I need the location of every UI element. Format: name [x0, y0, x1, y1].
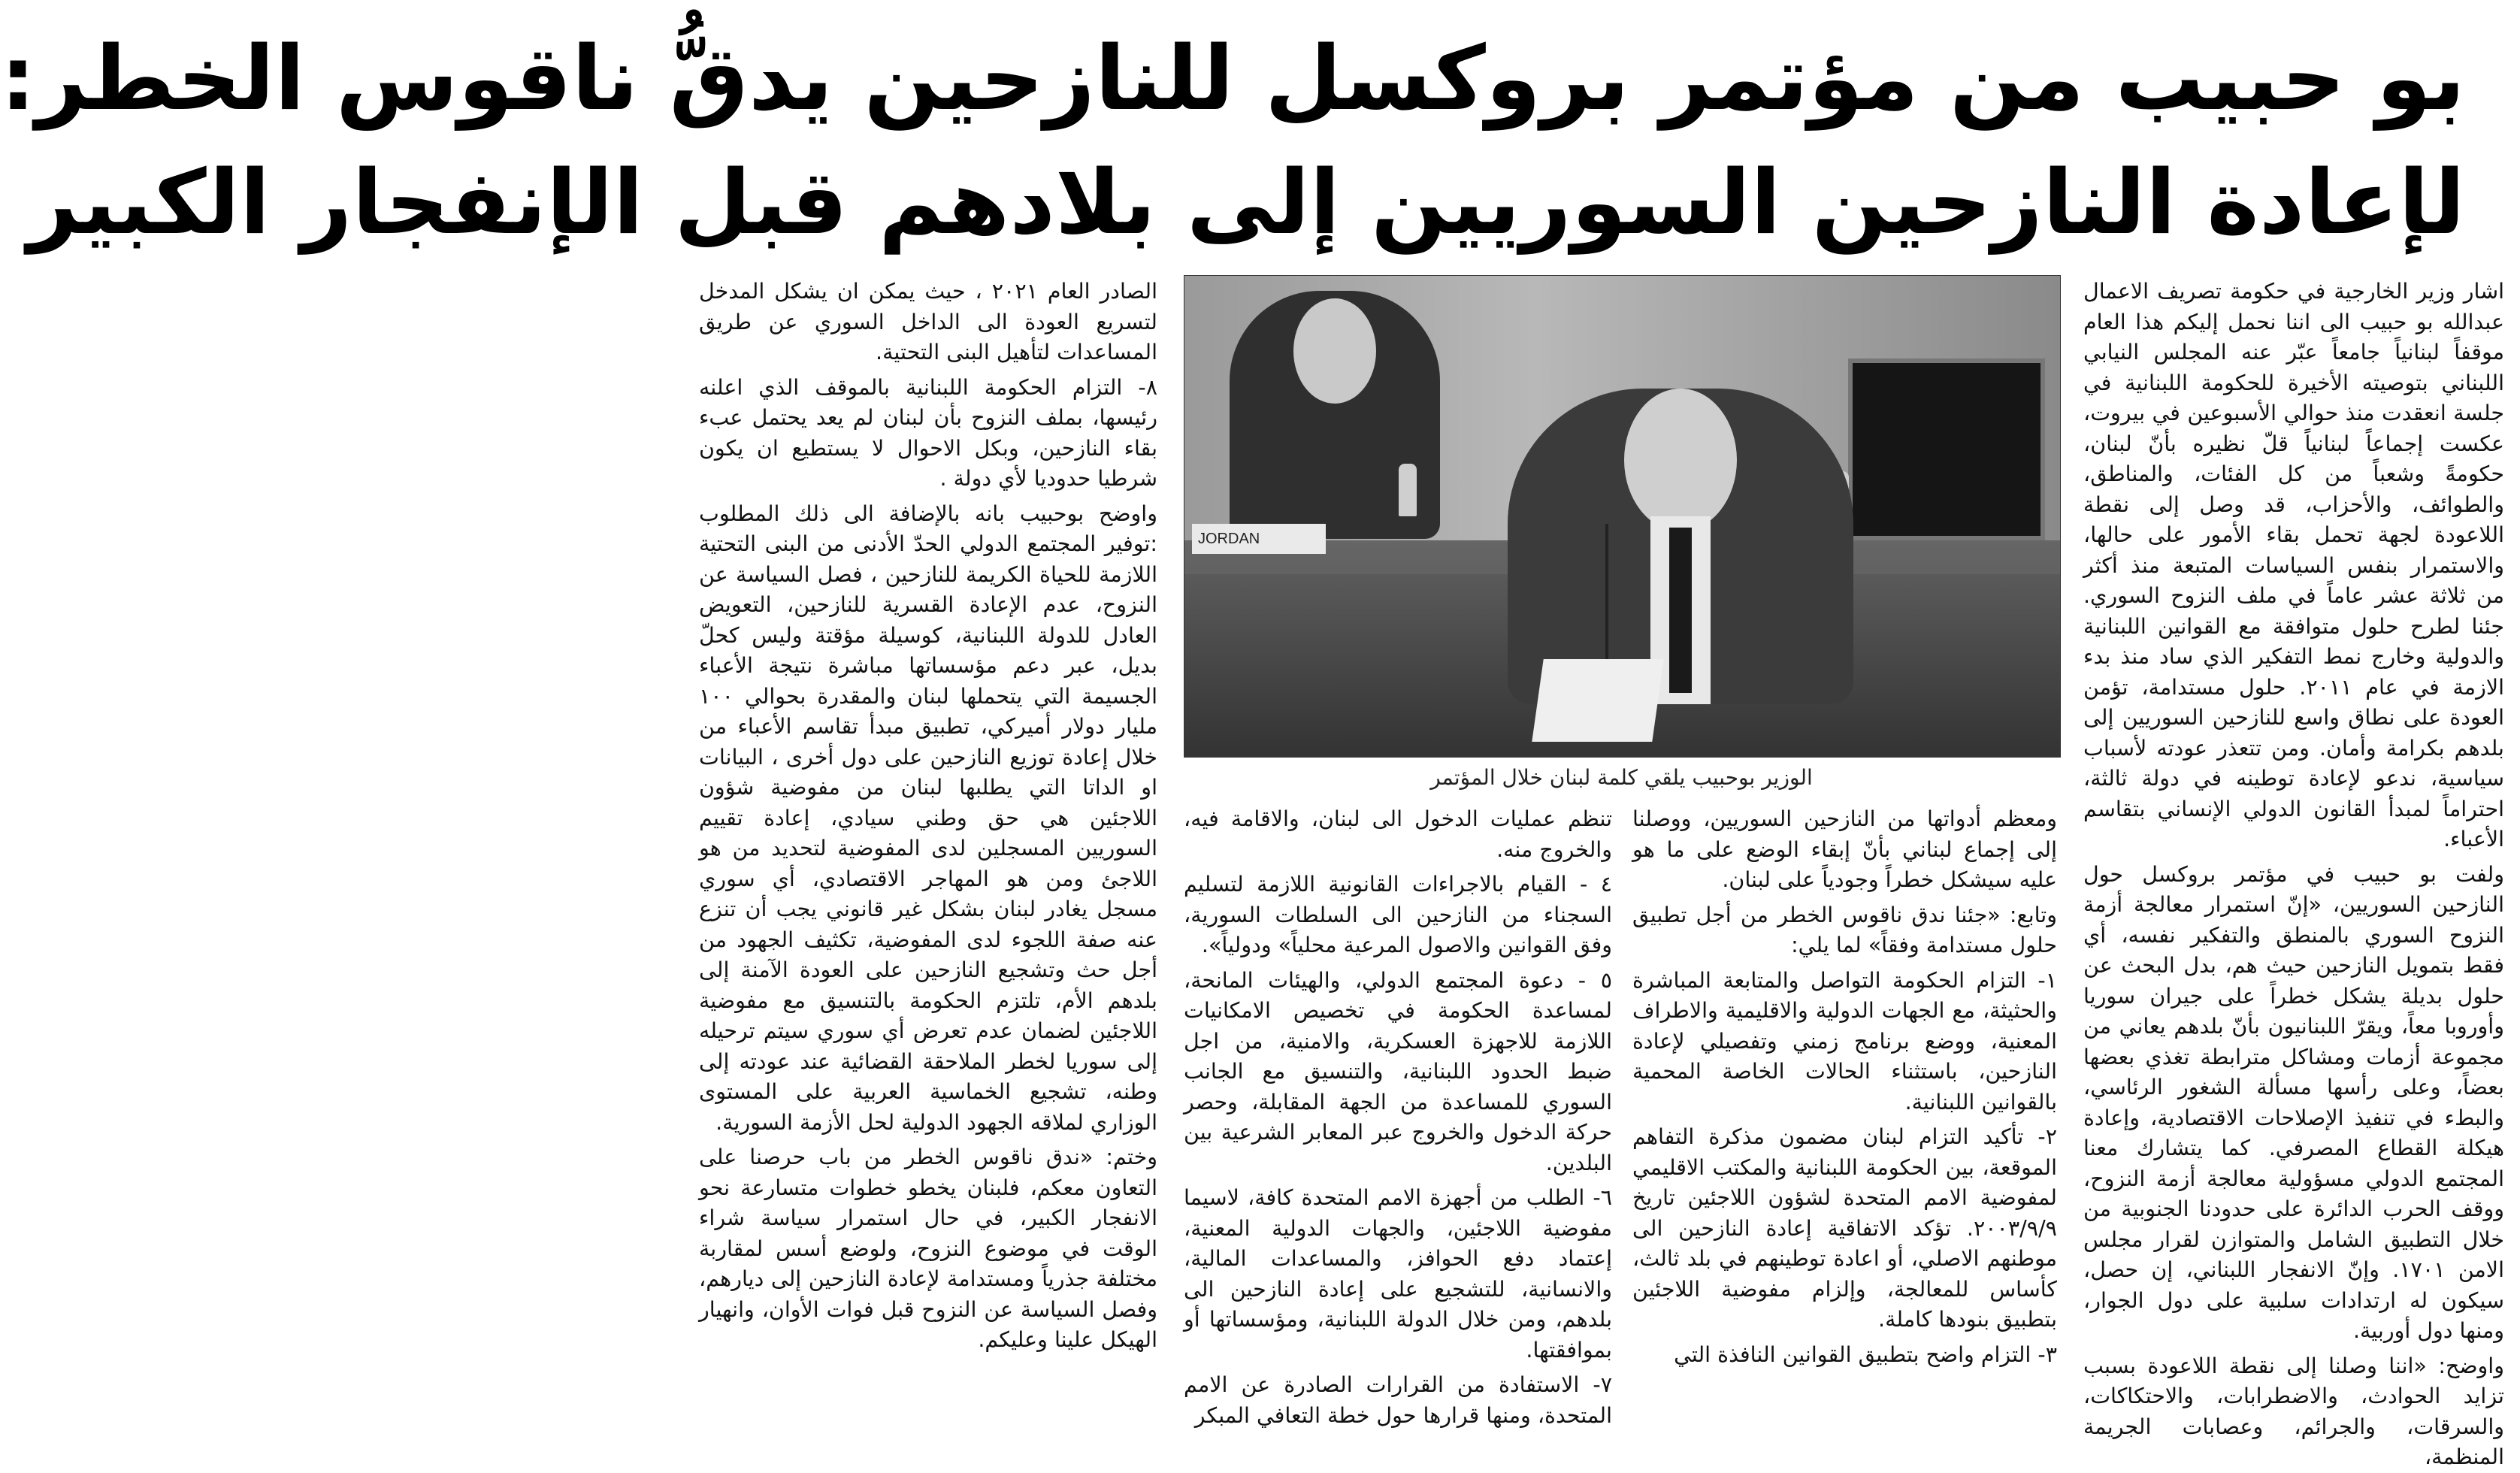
column-3-paragraph: ٦- الطلب من أجهزة الامم المتحدة كافة، لاسيما مفوضية اللاجئين، والجهات الدولية المعنية، إعتماد دفع الحوافز، والمساعدات المالية، والانسانية، للتشجيع على إعادة النازحين الى بلدهم، ومن خلال الدولة اللبنانية، ومؤسساتها أو بموافقتها. [1184, 1185, 1612, 1363]
photo-water-bottle [1399, 464, 1417, 516]
column-4-paragraph: ٨- التزام الحكومة اللبنانية بالموقف الذي اعلنه رئيسها، بملف النزوح بأن لبنان لم يعد يحتمل عبء بقاء النازحين، وبكل الاحوال لا يستطيع ان يكون شرطيا حدوديا لأي دولة . [699, 374, 1157, 491]
photo-nameplate: JORDAN [1192, 524, 1326, 554]
column-2-paragraph: ١- التزام الحكومة التواصل والمتابعة المباشرة والحثيثة، مع الجهات الدولية والاقليمية والاطراف المعنية، ووضع برنامج زمني وتفصيلي لإعادة النازحين، باستثناء الحالات الخاصة المحمية بالقوانين اللبنانية. [1632, 967, 2057, 1115]
column-4-paragraph: الصادر العام ٢٠٢١ ، حيث يمكن ان يشكل المدخل لتسريع العودة الى الداخل السوري عن طريق المساعدات لتأهيل البنى التحتية. [699, 279, 1157, 364]
article-column-4 [699, 277, 1157, 1411]
photo-paper [1532, 659, 1663, 742]
headline-line-2: لإعادة النازحين السوريين إلى بلادهم قبل الإنفجار الكبير [27, 150, 2465, 254]
column-3-paragraph: ٥ - دعوة المجتمع الدولي، والهيئات المانحة، لمساعدة الحكومة في تخصيص الامكانيات اللازمة للاجهزة العسكرية، والامنية، من اجل ضبط الحدود اللبنانية، والتنسيق مع الجانب السوري للمساعدة من الجهة المقابلة، وحصر حركة الدخول والخروج عبر المعابر الشرعية بين البلدين. [1184, 967, 1612, 1175]
photo-monitor [1848, 358, 2045, 540]
column-2-paragraph: ومعظم أدواتها من النازحين السوريين، ووصلنا إلى إجماع لبناني بأنّ إبقاء الوضع على ما هو عليه سيشكل خطراً وجودياً على لبنان. [1632, 806, 2057, 892]
column-1-paragraph: ولفت بو حبيب في مؤتمر بروكسل حول النازحين السوريين، «إنّ استمرار معالجة أزمة النزوح السوري بالمنطق والتفكير نفسه، أي فقط بتمويل النازحين حيث هم، بدل البحث عن حلول بديلة يشكل خطراً على جيران سوريا وأوروبا معاً، ويقرّ اللبنانيون بأنّ بلدهم يعاني من مجموعة أزمات ومشاكل مترابطة تغذي بعضها بعضاً، وعلى رأسها مسألة الشغور الرئاسي، والبطء في تنفيذ الإصلاحات الاقتصادية، وإعادة هيكلة القطاع المصرفي. كما يتشارك معنا المجتمع الدولي مسؤولية معالجة أزمة النزوح، ووقف الحرب الدائرة على حدودنا الجنوبية من خلال التطبيق الشامل والمتوازن لقرار مجلس الامن ١٧٠١. وإنّ الانفجار اللبناني، إن حصل، سيكون له ارتدادات سلبية على دول الجوار، ومنها دول أوربية. [2083, 861, 2504, 1343]
column-3-paragraph: ٧- الاستفادة من القرارات الصادرة عن الامم المتحدة، ومنها قرارها حول خطة التعافي المبكر [1184, 1372, 1612, 1428]
article-column-1 [2083, 277, 2505, 1469]
column-3-paragraph: تنظم عمليات الدخول الى لبنان، والاقامة فيه، والخروج منه. [1184, 806, 1612, 862]
photo-caption: الوزير بوحبيب يلقي كلمة لبنان خلال المؤتمر [1430, 765, 1813, 790]
article-column-2 [1632, 804, 2057, 1405]
article-column-3 [1184, 804, 1612, 1428]
column-2-paragraph: ٢- تأكيد التزام لبنان مضمون مذكرة التفاهم الموقعة، بين الحكومة اللبنانية والمكتب الاقليمي لمفوضية الامم المتحدة لشؤون اللاجئين تاريخ ٢٠٠٣/٩/٩. تؤكد الاتفاقية إعادة النازحين الى موطنهم الاصلي، أو اعادة توطينهم في بلد ثالث، كأساس للمعالجة، وإلزام مفوضية اللاجئين بتطبيق بنودها كاملة. [1632, 1124, 2057, 1332]
photo-speaker [1508, 389, 1853, 704]
headline-line-1: بو حبيب من مؤتمر بروكسل للنازحين يدقُّ ناقوس الخطر: [0, 26, 2465, 130]
conference-photo [1184, 275, 2061, 758]
column-2-paragraph: ٣- التزام واضح بتطبيق القوانين النافذة التي [1674, 1341, 2057, 1367]
column-1-paragraph: واوضح: «اننا وصلنا إلى نقطة اللاعودة بسبب تزايد الحوادث، والاضطرابات، والاحتكاكات، والسرقات، والجرائم، وعصابات الجريمة المنظمة، [2083, 1353, 2504, 1469]
column-4-paragraph: وختم: «ندق ناقوس الخطر من باب حرصنا على التعاون معكم، فلبنان يخطو خطوات متسارعة نحو الانفجار الكبير، في حال استمرار سياسة شراء الوقت في موضوع النزوح، ولوضع أسس لمقاربة مختلفة جذرياً ومستدامة لإعادة النازحين إلى ديارهم، وفصل السياسة عن النزوح قبل فوات الأوان، وانهيار الهيكل علينا وعليكم. [699, 1145, 1157, 1352]
column-2-paragraph: وتابع: «جئنا ندق ناقوس الخطر من أجل تطبيق حلول مستدامة وفقاً» لما يلي: [1632, 902, 2057, 957]
column-4-paragraph: واوضح بوحبيب بانه بالإضافة الى ذلك المطلوب :توفير المجتمع الدولي الحدّ الأدنى من البنى التحتية اللازمة للحياة الكريمة للنازحين ، فصل السياسة عن النزوح، عدم الإعادة القسرية للنازحين، التعويض العادل للدولة اللبنانية، كوسيلة مؤقتة وليس كحلّ بديل، عبر دعم مؤسساتها مباشرة نتيجة الأعباء الجسيمة التي يتحملها لبنان والمقدرة بحوالي ١٠٠ مليار دولار أميركي، تطبيق مبدأ تقاسم الأعباء من خلال إعادة توزيع النازحين على دول أخرى ، البيانات او الداتا التي يطلبها لبنان من مفوضية شؤون اللاجئين هي حق وطني سيادي، إعادة تقييم السوريين المسجلين لدى المفوضية لتحديد من هو اللاجئ ومن هو المهاجر الاقتصادي، أي سوري مسجل يغادر لبنان بشكل غير قانوني يجب أن تنزع عنه صفة اللجوء لدى المفوضية، تكثيف الجهود من أجل حث وتشجيع النازحين على العودة الآمنة إلى بلدهم الأم، تلتزم الحكومة بالتنسيق مع مفوضية اللاجئين لضمان عدم تعرض أي سوري سيتم ترحيله إلى سوريا لخطر الملاحقة القضائية عند عودته إلى وطنه، تشجيع الخماسية العربية على المستوى الوزاري لملاقه الجهود الدولية لحل الأزمة السورية. [699, 501, 1157, 1135]
column-1-paragraph: اشار وزير الخارجية في حكومة تصريف الاعمال عبدالله بو حبيب الى اننا نحمل إليكم هذا العام موقفاً لبنانياً جامعاً عبّر عنه المجلس النيابي اللبناني بتوصيته الأخيرة للحكومة اللبنانية في جلسة انعقدت منذ حوالي الأسبوعين في بيروت، عكست إجماعاً لبنانياً قلّ نظيره بأنّ لبنان، حكومةً وشعباً من كل الفئات، والمناطق، والطوائف، والأحزاب، قد وصل إلى نقطة اللاعودة لجهة تحمل بقاء الأمور على حالها، والاستمرار بنفس السياسات المتبعة منذ أكثر من ثلاثة عشر عاماً في ملف النزوح السوري. جئنا لطرح حلول متوافقة مع القوانين اللبنانية والدولية وخارج نمط التفكير الذي ساد منذ بدء الازمة في عام ٢٠١١. حلول مستدامة، تؤمن العودة على نطاق واسع للنازحين السوريين إلى بلدهم بكرامة وأمان. ومن تتعذر عودته لأسباب سياسية، ندعو لإعادة توطينه في دولة ثالثة، احتراماً لمبدأ القانون الدولي الإنساني بتقاسم الأعباء. [2083, 279, 2505, 851]
column-3-paragraph: ٤ - القيام بالاجراءات القانونية اللازمة لتسليم السجناء من النازحين الى السلطات السورية، وفق القوانين والاصول المرعية محلياً» ودولياً». [1184, 872, 1612, 957]
